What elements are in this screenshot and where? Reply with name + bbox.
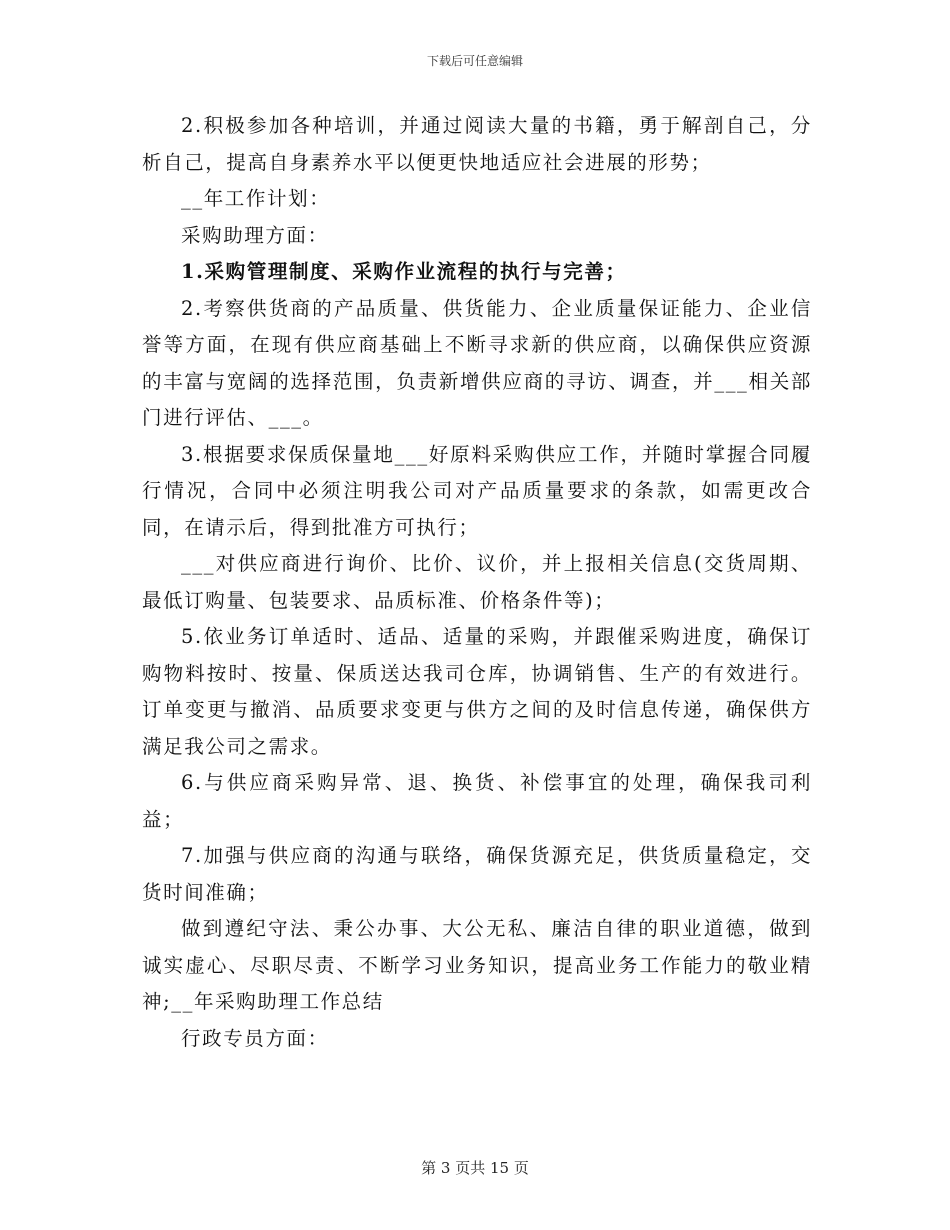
page-header: 下载后可任意编辑 — [426, 54, 523, 68]
paragraph-admin-heading: 行政专员方面： — [181, 1026, 329, 1050]
paragraph-item-2: 2.考察供货商的产品质量、供货能力、企业质量保证能力、企业信誉等方面，在现有供应商基础上不断寻求新的供应商，以确保供应资源的丰富与宽阔的选择范围，负责新增供应商的寻访、调查，并___相关部门进行评估、___。 — [142, 296, 812, 429]
paragraph-item-5: 5.依业务订单适时、适品、适量的采购，并跟催采购进度，确保订购物料按时、按量、保质送达我司仓库，协调销售、生产的有效进行。订单变更与撤消、品质要求变更与供方之间的及时信息传递，确保供方满足我公司之需求。 — [142, 625, 812, 758]
paragraph-item-3: 3.根据要求保质保量地___好原料采购供应工作，并随时掌握合同履行情况，合同中必须注明我公司对产品质量要求的条款，如需更改合同，在请示后，得到批准方可执行； — [142, 442, 812, 539]
paragraph-purchasing-assistant-heading: 采购助理方面： — [181, 223, 329, 247]
paragraph-item-6: 6.与供应商采购异常、退、换货、补偿事宜的处理，确保我司利益； — [142, 771, 812, 831]
paragraph-training: 2.积极参加各种培训，并通过阅读大量的书籍，勇于解剖自己，分析自己，提高自身素养水平以便更快地适应社会进展的形势； — [142, 114, 812, 174]
paragraph-ethics: 做到遵纪守法、秉公办事、大公无私、廉洁自律的职业道德，做到诚实虚心、尽职尽责、不断学习业务知识，提高业务工作能力的敬业精神;__年采购助理工作总结 — [142, 917, 812, 1013]
paragraph-item-7: 7.加强与供应商的沟通与联络，确保货源充足，供货质量稳定，交货时间准确； — [142, 844, 812, 904]
document-body — [142, 108, 812, 1057]
page-footer: 第 3 页共 15 页 — [421, 1159, 529, 1177]
paragraph-plan-title: __年工作计划： — [181, 187, 331, 210]
paragraph-item-1: 1.采购管理制度、采购作业流程的执行与完善； — [181, 260, 627, 283]
paragraph-item-4: ___对供应商进行询价、比价、议价，并上报相关信息(交货周期、最低订购量、包装要求、品质标准、价格条件等)； — [142, 552, 812, 612]
